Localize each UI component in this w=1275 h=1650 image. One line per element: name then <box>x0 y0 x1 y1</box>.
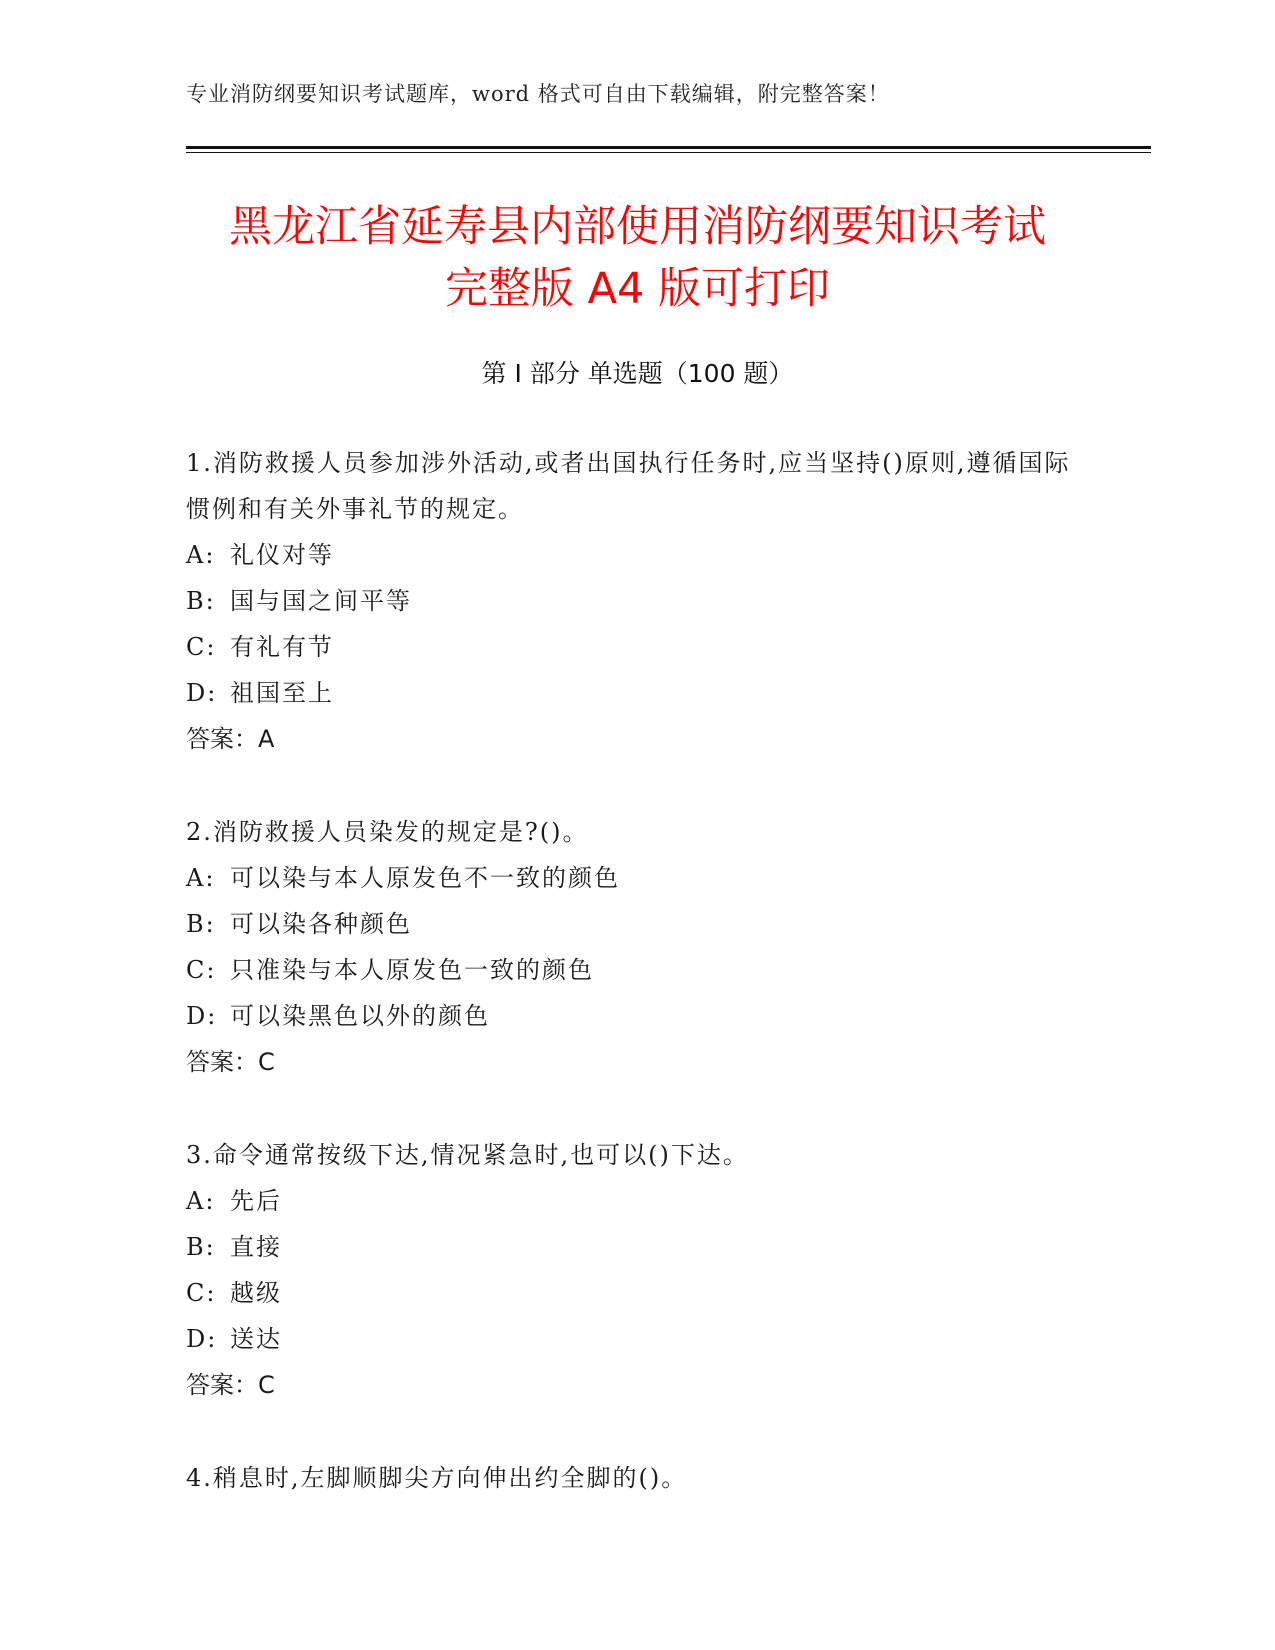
option-letter: B: <box>186 587 216 615</box>
option-text: 国与国之间平等 <box>230 587 412 615</box>
option-letter: A: <box>186 541 216 569</box>
answer-key: 答案：C <box>186 1048 275 1076</box>
option-text: 有礼有节 <box>230 633 334 661</box>
answer-option <box>186 670 1086 716</box>
question-stem: 3.命令通常按级下达,情况紧急时,也可以()下达。 <box>186 1141 749 1169</box>
option-text: 只准染与本人原发色一致的颜色 <box>230 956 594 984</box>
section-title: 第 I 部分 单选题（100 题） <box>481 359 794 388</box>
option-letter: A: <box>186 1187 216 1215</box>
answer-option <box>186 624 1086 670</box>
option-letter: B: <box>186 910 216 938</box>
option-text: 祖国至上 <box>230 679 334 707</box>
option-letter: C: <box>186 1279 217 1307</box>
header-divider-thick <box>186 146 1151 149</box>
answer-option <box>186 1316 1086 1362</box>
answer-option <box>186 532 1086 578</box>
answer-option <box>186 578 1086 624</box>
answer-option <box>186 1270 1086 1316</box>
question-block <box>186 1132 1086 1408</box>
option-text: 送达 <box>230 1325 282 1353</box>
question-block <box>186 809 1086 1085</box>
option-letter: C: <box>186 633 217 661</box>
option-text: 礼仪对等 <box>230 541 334 569</box>
answer-option <box>186 993 1086 1039</box>
option-letter: B: <box>186 1233 216 1261</box>
title-line-2: 完整版 A4 版可打印 <box>444 264 831 314</box>
document-title <box>140 196 1135 320</box>
answer-option <box>186 901 1086 947</box>
answer-key: 答案：C <box>186 1371 275 1399</box>
option-text: 可以染与本人原发色不一致的颜色 <box>230 864 620 892</box>
option-text: 直接 <box>230 1233 282 1261</box>
question-block <box>186 1455 1086 1501</box>
question-stem: 1.消防救援人员参加涉外活动,或者出国执行任务时,应当坚持()原则,遵循国际惯例和有关外事礼节的规定。 <box>186 449 1071 523</box>
answer-option <box>186 1178 1086 1224</box>
answer-option <box>186 1224 1086 1270</box>
header-note: 专业消防纲要知识考试题库，word 格式可自由下载编辑，附完整答案！ <box>186 82 890 106</box>
answer-key: 答案：A <box>186 725 275 753</box>
title-line-1: 黑龙江省延寿县内部使用消防纲要知识考试 <box>229 202 1046 252</box>
answer-option <box>186 855 1086 901</box>
answer-option <box>186 947 1086 993</box>
option-text: 越级 <box>230 1279 282 1307</box>
question-block <box>186 440 1086 762</box>
option-letter: A: <box>186 864 216 892</box>
option-letter: D: <box>186 1325 218 1353</box>
option-letter: D: <box>186 679 218 707</box>
option-letter: C: <box>186 956 217 984</box>
option-text: 可以染各种颜色 <box>230 910 412 938</box>
option-text: 可以染黑色以外的颜色 <box>230 1002 490 1030</box>
question-stem: 4.稍息时,左脚顺脚尖方向伸出约全脚的()。 <box>186 1464 688 1492</box>
option-text: 先后 <box>230 1187 282 1215</box>
question-stem: 2.消防救援人员染发的规定是?()。 <box>186 818 589 846</box>
question-list <box>186 440 1086 1548</box>
option-letter: D: <box>186 1002 218 1030</box>
header-divider-thin <box>186 152 1151 153</box>
